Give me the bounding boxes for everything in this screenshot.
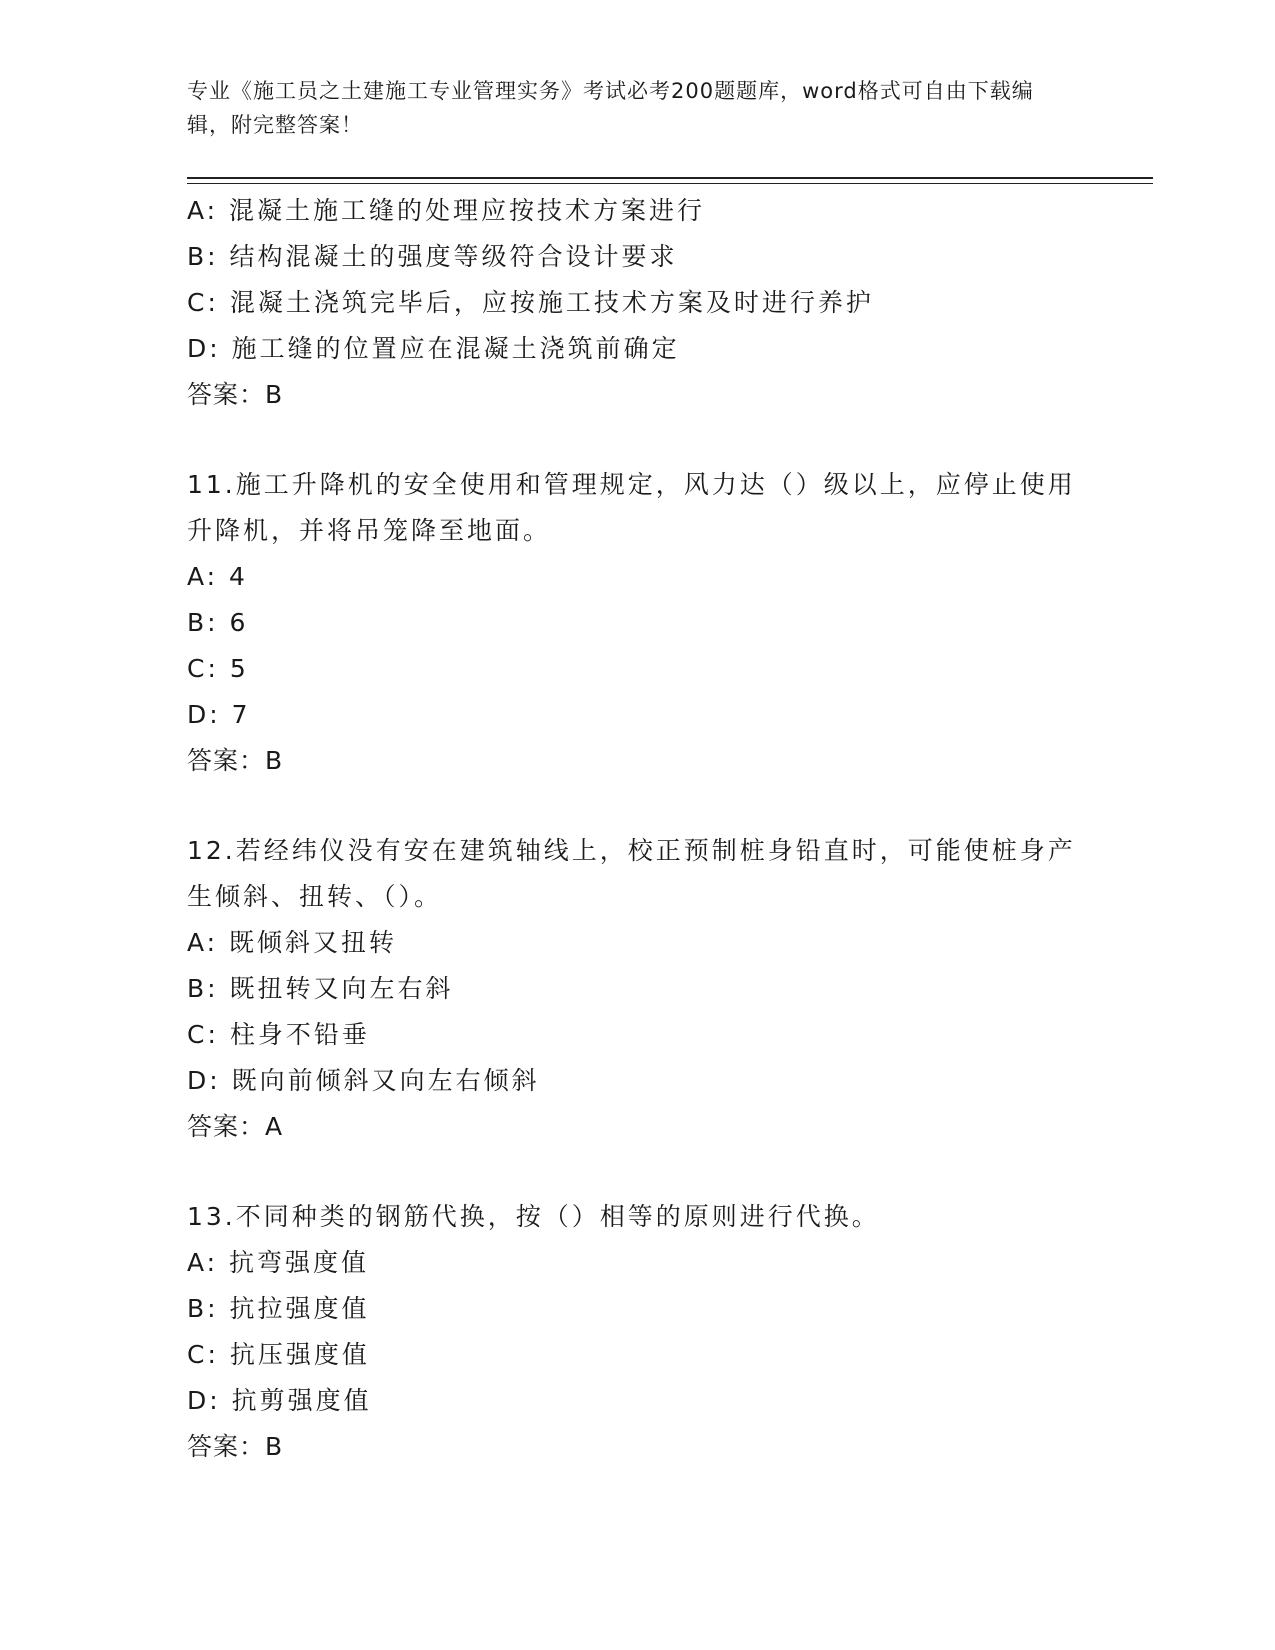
question-text: 11.施工升降机的安全使用和管理规定，风力达（）级以上，应停止使用升降机，并将吊笼降至地面。	[187, 470, 1076, 545]
option-d: D: 施工缝的位置应在混凝土浇筑前确定	[187, 334, 680, 363]
question-block-12	[187, 828, 1087, 1150]
option-b: B: 抗拉强度值	[187, 1294, 370, 1323]
answer-line: 答案：B	[187, 746, 284, 775]
option-a: A: 混凝土施工缝的处理应按技术方案进行	[187, 196, 706, 225]
option-d: D: 既向前倾斜又向左右倾斜	[187, 1066, 540, 1095]
option-a: A: 4	[187, 562, 248, 591]
question-block-13	[187, 1194, 1087, 1470]
option-c: C: 5	[187, 654, 249, 683]
document-header: 专业《施工员之土建施工专业管理实务》考试必考200题题库，word格式可自由下载编辑，附完整答案！	[187, 79, 1034, 137]
option-a: A: 抗弯强度值	[187, 1248, 370, 1277]
question-text: 12.若经纬仪没有安在建筑轴线上，校正预制桩身铅直时，可能使桩身产生倾斜、扭转、（）。	[187, 836, 1076, 911]
option-c: C: 混凝土浇筑完毕后，应按施工技术方案及时进行养护	[187, 288, 874, 317]
option-c: C: 柱身不铅垂	[187, 1020, 370, 1049]
question-list	[187, 188, 1087, 1470]
question-block-11	[187, 462, 1087, 784]
answer-line: 答案：B	[187, 380, 284, 409]
option-c: C: 抗压强度值	[187, 1340, 370, 1369]
header-divider-thin	[187, 183, 1153, 184]
answer-line: 答案：B	[187, 1432, 284, 1461]
question-block-prev	[187, 188, 1087, 418]
option-a: A: 既倾斜又扭转	[187, 928, 398, 957]
option-b: B: 结构混凝土的强度等级符合设计要求	[187, 242, 678, 271]
answer-line: 答案：A	[187, 1112, 284, 1141]
header-divider-thick	[187, 177, 1153, 179]
option-d: D: 抗剪强度值	[187, 1386, 372, 1415]
spacer	[187, 1150, 1087, 1194]
spacer	[187, 784, 1087, 828]
spacer	[187, 418, 1087, 462]
option-b: B: 6	[187, 608, 249, 637]
question-text: 13.不同种类的钢筋代换，按（）相等的原则进行代换。	[187, 1202, 880, 1231]
option-b: B: 既扭转又向左右斜	[187, 974, 454, 1003]
option-d: D: 7	[187, 700, 251, 729]
